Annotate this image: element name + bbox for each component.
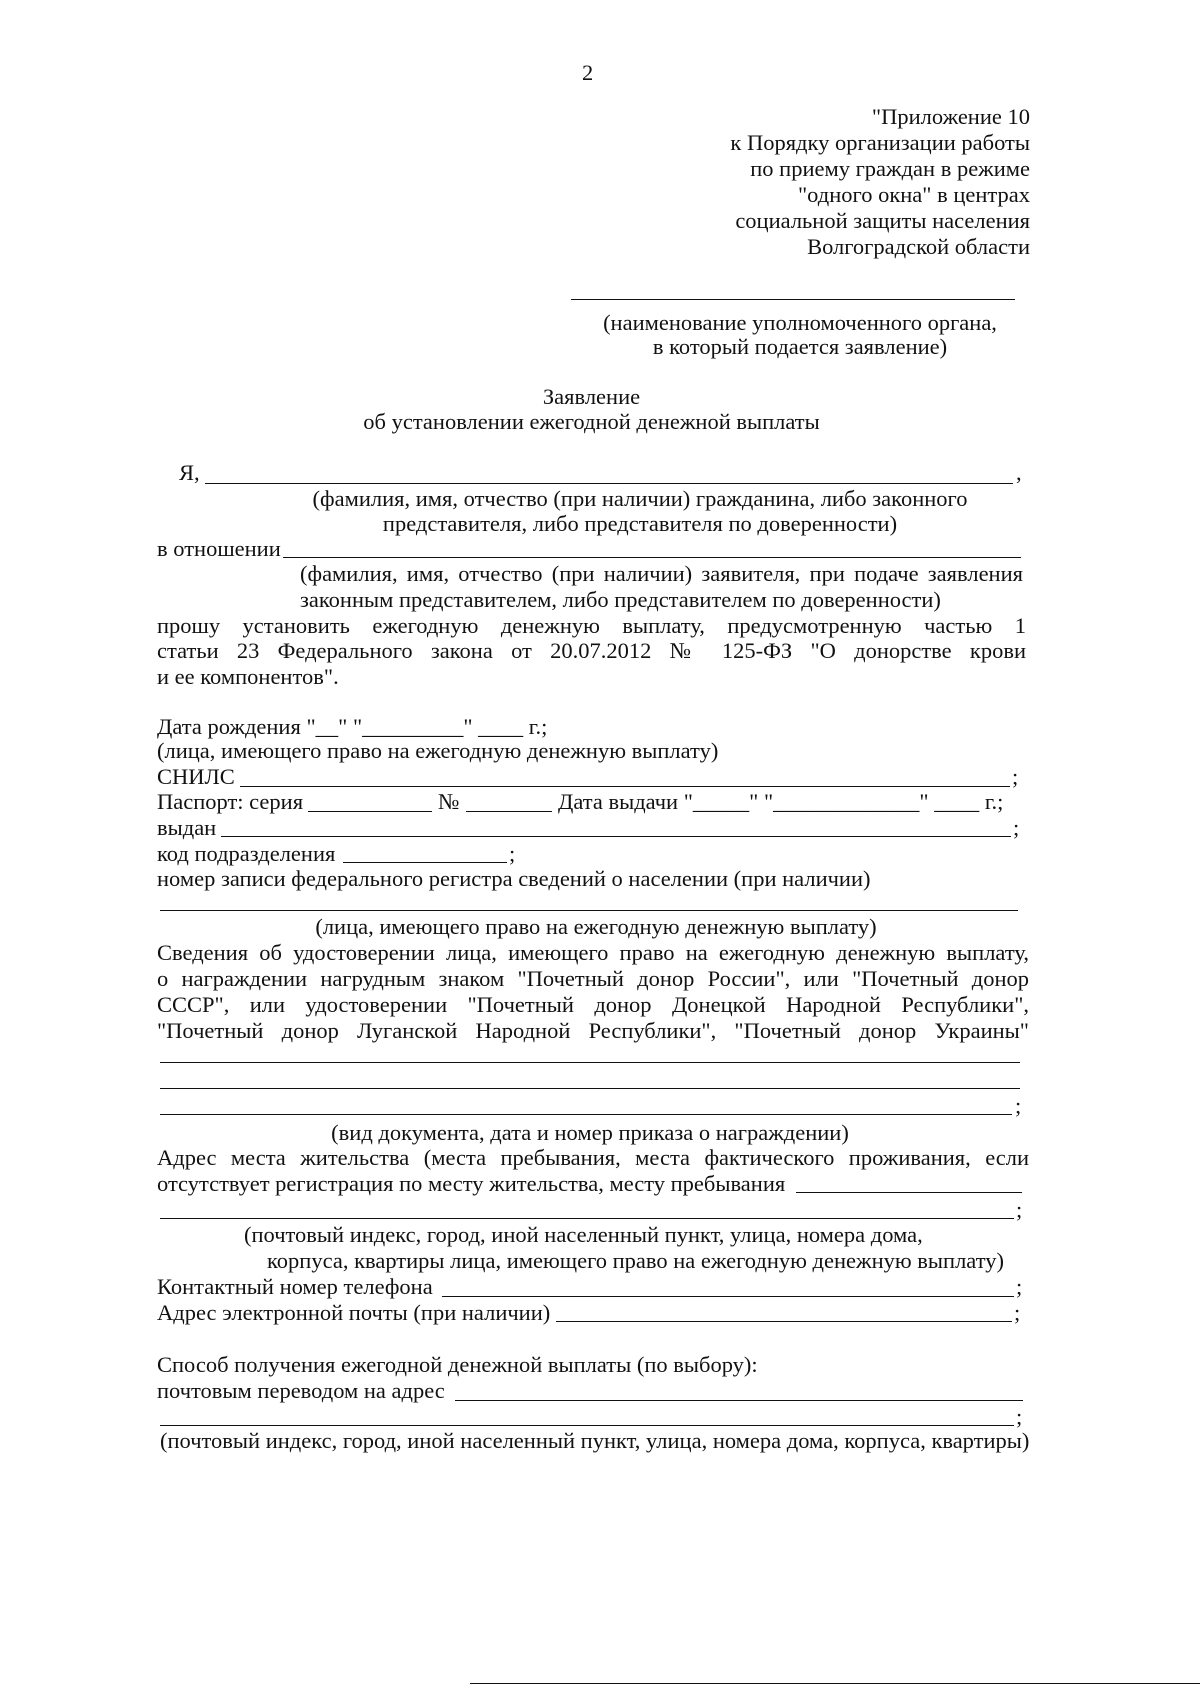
issued-field[interactable]	[221, 836, 1011, 837]
email-end: ;	[1014, 1300, 1021, 1325]
issued-end: ;	[1013, 815, 1020, 840]
regarding-name-field[interactable]	[283, 557, 1021, 558]
request-text: статьи 23 Федерального закона от 20.07.2012 № 125-ФЗ "О донорстве крови	[157, 638, 1026, 663]
address-text: отсутствует регистрация по месту жительства, месту пребывания	[157, 1171, 786, 1196]
phone-label: Контактный номер телефона	[157, 1274, 433, 1299]
passport-number-label: №	[438, 789, 460, 814]
applicant-caption: представителя, либо представителя по доверенности)	[382, 511, 898, 536]
payment-end: ;	[1016, 1404, 1023, 1429]
division-label: код подразделения	[157, 841, 336, 866]
appendix-line: Волгоградской области	[807, 234, 1030, 259]
payment-address-field[interactable]	[455, 1400, 1023, 1401]
birth-date-field[interactable]: Дата рождения "__" "_________" ____ г.;	[157, 714, 548, 739]
birth-caption: (лица, имеющего право на ежегодную денежную выплату)	[157, 738, 719, 763]
address-field[interactable]	[796, 1192, 1022, 1193]
authority-caption: в который подается заявление)	[652, 334, 948, 359]
request-text: и ее компонентов".	[157, 664, 339, 689]
document-subtitle: об установлении ежегодной денежной выплаты	[363, 409, 820, 434]
email-label: Адрес электронной почты (при наличии)	[157, 1300, 551, 1325]
register-label: номер записи федерального регистра сведений о населении (при наличии)	[157, 866, 871, 891]
division-field[interactable]	[343, 862, 507, 863]
page-bottom-rule	[470, 1683, 1200, 1684]
regarding-caption: законным представителем, либо представителем по доверенности)	[300, 587, 941, 612]
authority-caption: (наименование уполномоченного органа,	[603, 310, 997, 335]
address-caption: корпуса, квартиры лица, имеющего право на ежегодную денежную выплату)	[267, 1248, 1004, 1273]
certificate-field[interactable]	[160, 1088, 1020, 1089]
payment-heading: Способ получения ежегодной денежной выплаты (по выбору):	[157, 1352, 758, 1377]
payment-postal-label: почтовым переводом на адрес	[157, 1378, 445, 1403]
snils-field[interactable]	[240, 786, 1010, 787]
applicant-suffix: ,	[1016, 460, 1022, 485]
snils-end: ;	[1012, 764, 1019, 789]
appendix-line: к Порядку организации работы	[730, 130, 1030, 155]
certificate-field[interactable]	[160, 1114, 1012, 1115]
appendix-line: "одного окна" в центрах	[798, 182, 1030, 207]
regarding-label: в отношении	[157, 536, 281, 561]
passport-series-label: Паспорт: серия	[157, 789, 304, 814]
appendix-line: социальной защиты населения	[735, 208, 1030, 233]
authority-field[interactable]	[571, 299, 1015, 300]
snils-label: СНИЛС	[157, 764, 235, 789]
request-text: прошу установить ежегодную денежную выплату, предусмотренную частью 1	[157, 613, 1026, 638]
applicant-prefix: Я,	[179, 460, 200, 485]
passport-number-field[interactable]	[466, 811, 552, 812]
document-title: Заявление	[542, 384, 641, 409]
certificate-text: СССР", или удостоверении "Почетный донор Донецкой Народной Республики",	[157, 992, 1029, 1017]
address-text: Адрес места жительства (места пребывания, места фактического проживания, если	[157, 1145, 1029, 1170]
register-field[interactable]	[160, 910, 1018, 911]
passport-series-field[interactable]	[308, 811, 432, 812]
issued-label: выдан	[157, 815, 217, 840]
phone-field[interactable]	[442, 1296, 1014, 1297]
certificate-text: "Почетный донор Луганской Народной Республики", "Почетный донор Украины"	[157, 1018, 1029, 1043]
register-caption: (лица, имеющего право на ежегодную денежную выплату)	[315, 914, 877, 939]
certificate-text: Сведения об удостоверении лица, имеющего право на ежегодную денежную выплату,	[157, 940, 1029, 965]
payment-caption: (почтовый индекс, город, иной населенный пункт, улица, номера дома, корпуса, квартиры)	[160, 1428, 1030, 1453]
payment-address-field[interactable]	[160, 1425, 1014, 1426]
address-end: ;	[1016, 1197, 1023, 1222]
address-caption: (почтовый индекс, город, иной населенный пункт, улица, номера дома,	[244, 1222, 923, 1247]
page-number: 2	[582, 60, 594, 85]
phone-end: ;	[1016, 1274, 1023, 1299]
passport-date-field[interactable]: Дата выдачи "_____" "_____________" ____ г.;	[558, 789, 1004, 814]
address-field[interactable]	[160, 1218, 1014, 1219]
certificate-field[interactable]	[160, 1062, 1020, 1063]
regarding-caption: (фамилия, имя, отчество (при наличии) заявителя, при подаче заявления	[300, 561, 1023, 586]
appendix-line: по приему граждан в режиме	[750, 156, 1030, 181]
certificate-end: ;	[1015, 1093, 1022, 1118]
certificate-caption: (вид документа, дата и номер приказа о награждении)	[331, 1120, 849, 1145]
division-end: ;	[509, 841, 516, 866]
certificate-text: о награждении нагрудным знаком "Почетный донор России", или "Почетный донор	[157, 966, 1029, 991]
email-field[interactable]	[556, 1321, 1012, 1322]
applicant-name-field[interactable]	[205, 483, 1013, 484]
appendix-line: "Приложение 10	[871, 104, 1030, 129]
applicant-caption: (фамилия, имя, отчество (при наличии) гражданина, либо законного	[312, 486, 968, 511]
